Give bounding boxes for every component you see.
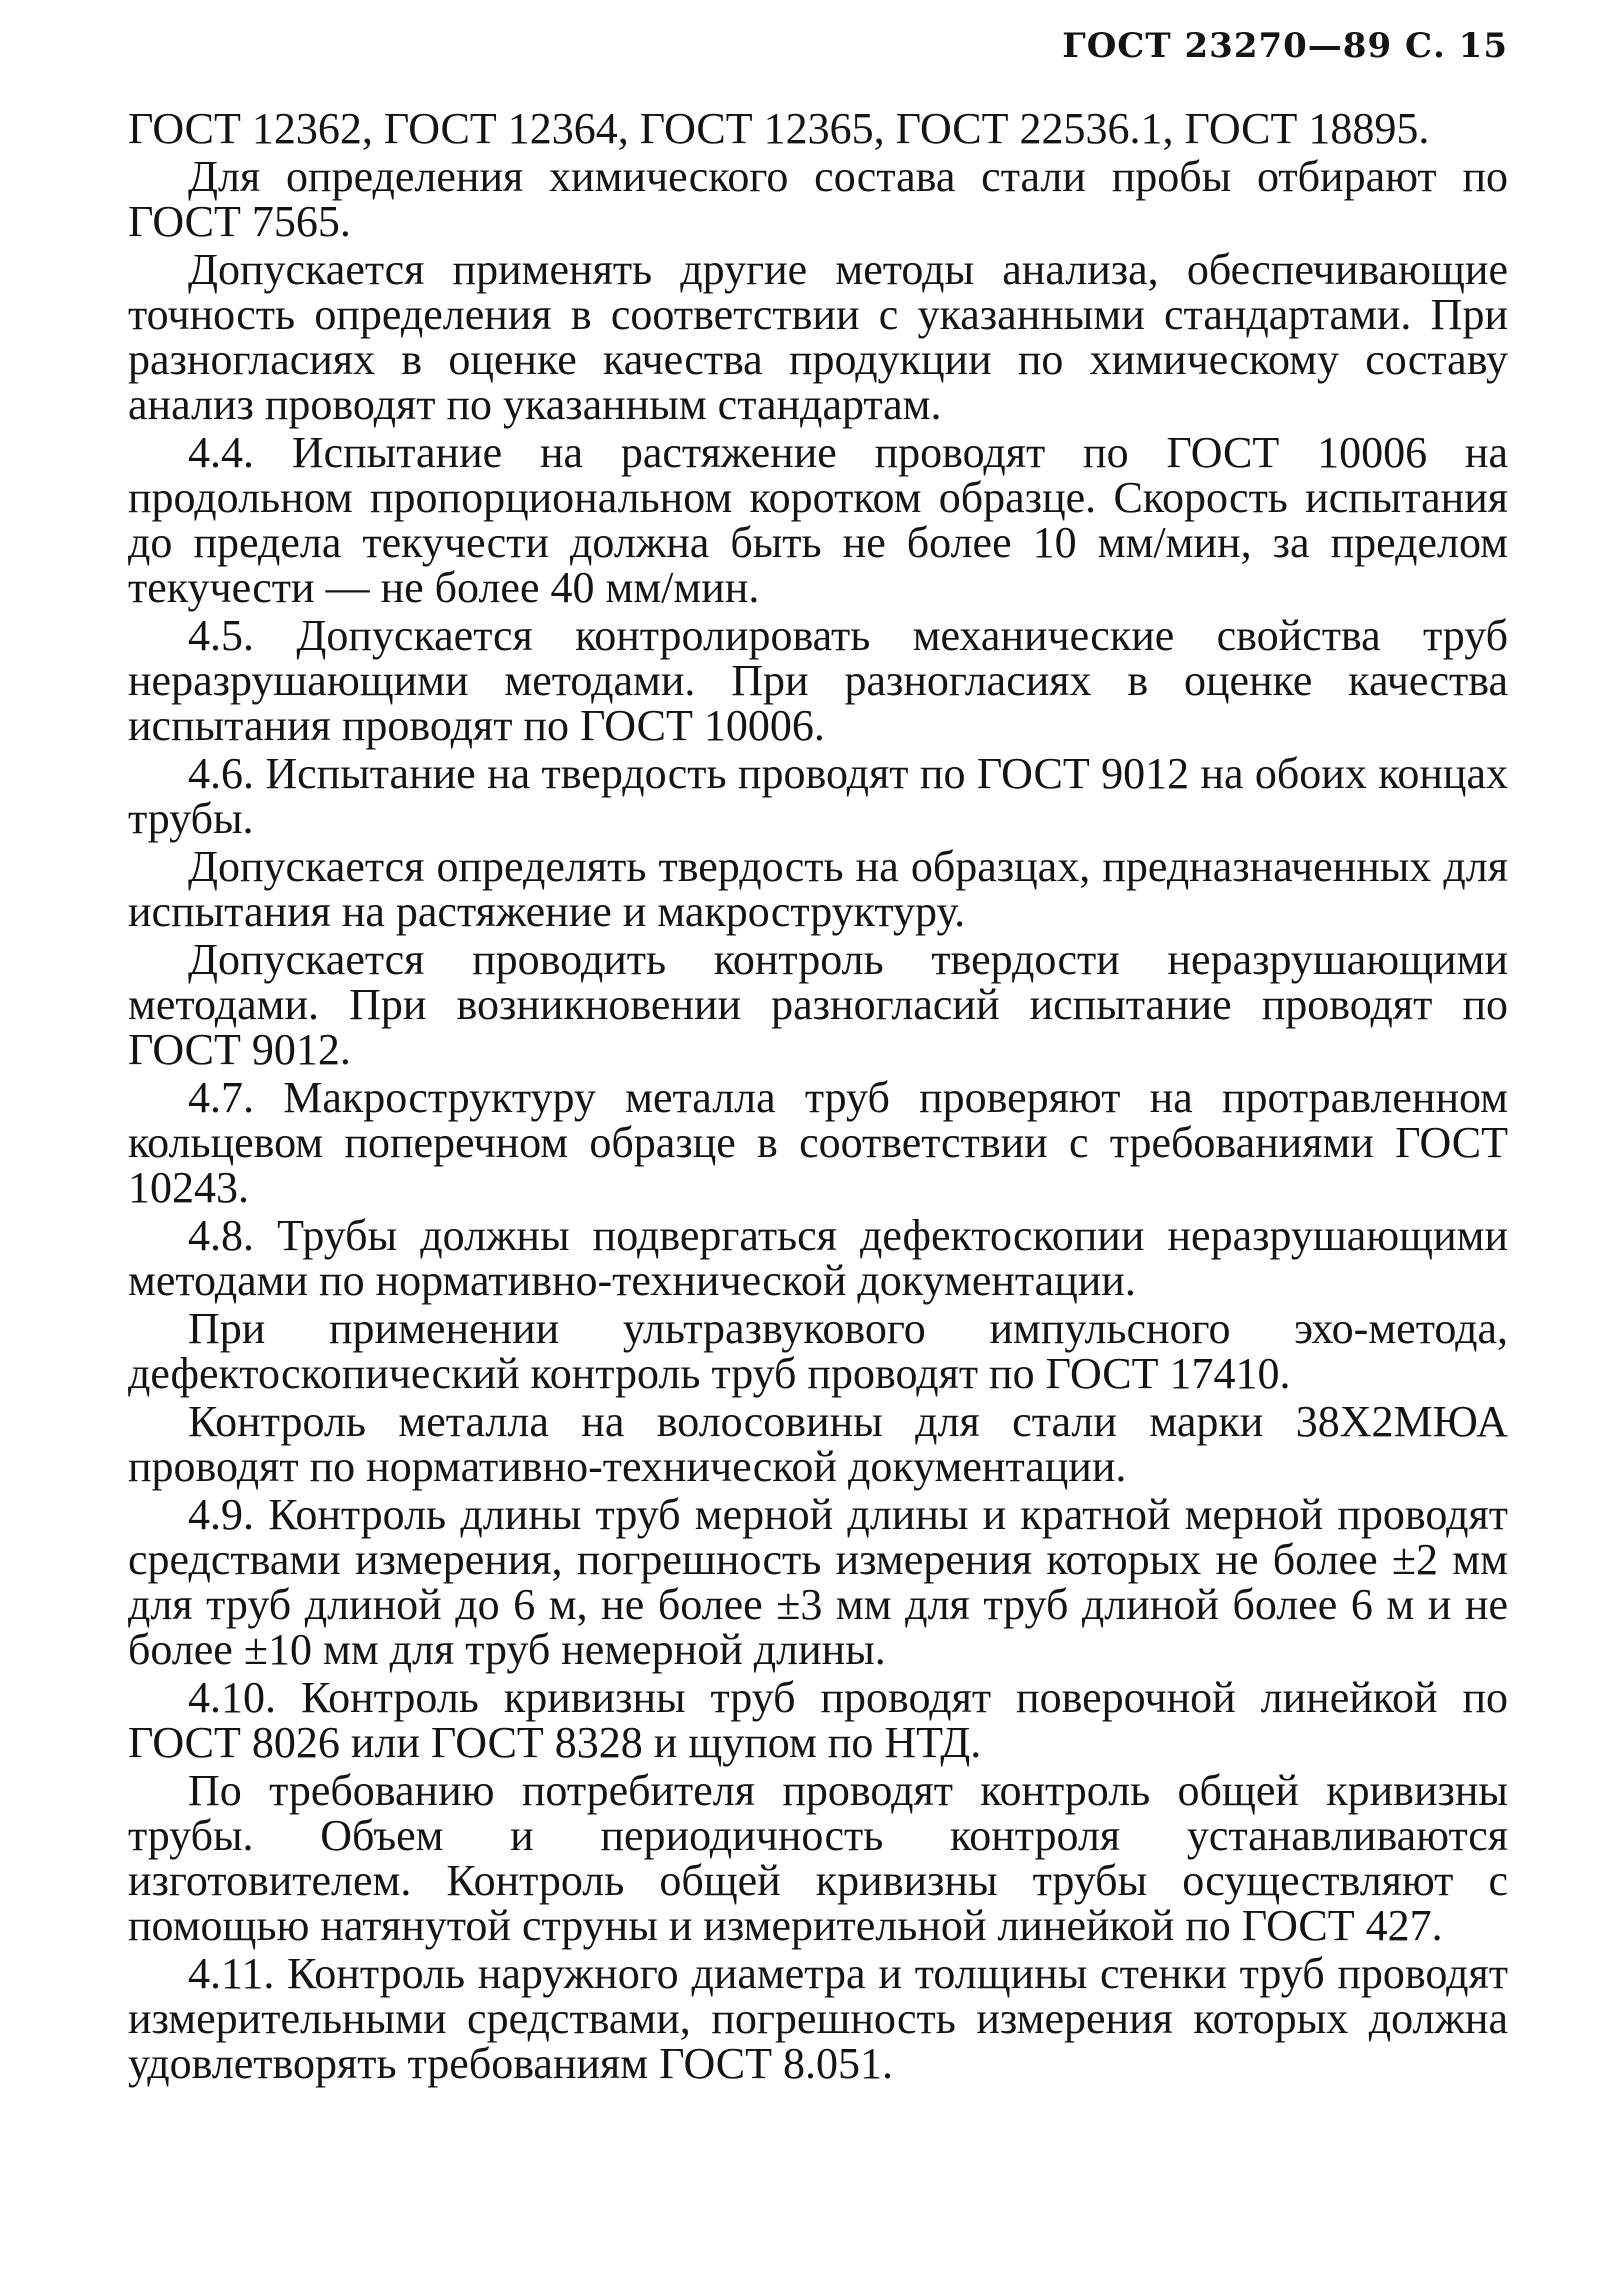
- running-header: ГОСТ 23270—89 С. 15: [1062, 26, 1508, 66]
- paragraph-ultrasonic: При применении ультразвукового импульсного эхо-метода, дефектоскопический контроль труб проводят по ГОСТ 17410.: [128, 1304, 1508, 1398]
- paragraph-other-methods: Допускается применять другие методы анализа, обеспечивающие точность определения в соответствии с указанными стандартами. При разногласиях в оценке качества продукции по химическому составу анализ проводят по указанным стандартам.: [128, 245, 1508, 429]
- paragraph-4-4-tensile-test: 4.4. Испытание на растяжение проводят по ГОСТ 10006 на продольном пропорциональном коротком образце. Скорость испытания до предела текучести должна быть не более 10 мм/мин, за пределом текучести — не более 40 мм/мин.: [128, 428, 1508, 612]
- paragraph-standards-list: ГОСТ 12362, ГОСТ 12364, ГОСТ 12365, ГОСТ 22536.1, ГОСТ 18895.: [128, 104, 1430, 153]
- paragraph-hardness-samples: Допускается определять твердость на образцах, предназначенных для испытания на растяжение и макроструктуру.: [128, 842, 1508, 936]
- paragraph-hairline-control: Контроль металла на волосовины для стали марки 38Х2МЮА проводят по нормативно-технической документации.: [128, 1397, 1508, 1491]
- paragraph-4-10-curvature: 4.10. Контроль кривизны труб проводят поверочной линейкой по ГОСТ 8026 или ГОСТ 8328 и щупом по НТД.: [128, 1673, 1508, 1767]
- document-body: [128, 106, 1508, 2089]
- paragraph-4-11-diameter-control: 4.11. Контроль наружного диаметра и толщины стенки труб проводят измерительными средствами, погрешность измерения которых должна удовлетворять требованиям ГОСТ 8.051.: [128, 1949, 1508, 2088]
- paragraph-4-9-length-control: 4.9. Контроль длины труб мерной длины и кратной мерной проводят средствами измерения, погрешность измерения которых не более ±2 мм для труб длиной до 6 м, не более ±3 мм для труб длиной более 6 м и не более ±10 мм для труб немерной длины.: [128, 1490, 1508, 1674]
- paragraph-4-7-macrostructure: 4.7. Макроструктуру металла труб проверяют на протравленном кольцевом поперечном образце в соответствии с требованиями ГОСТ 10243.: [128, 1073, 1508, 1212]
- paragraph-4-6-hardness-test: 4.6. Испытание на твердость проводят по ГОСТ 9012 на обоих концах трубы.: [128, 749, 1508, 843]
- paragraph-total-curvature: По требованию потребителя проводят контроль общей кривизны трубы. Объем и периодичность контроля устанавливаются изготовителем. Контроль общей кривизны трубы осуществляют с помощью натянутой струны и измерительной линейкой по ГОСТ 427.: [128, 1766, 1508, 1950]
- paragraph-4-5-mechanical-properties: 4.5. Допускается контролировать механические свойства труб неразрушающими методами. При разногласиях в оценке качества испытания проводят по ГОСТ 10006.: [128, 611, 1508, 750]
- paragraph-4-8-flaw-detection: 4.8. Трубы должны подвергаться дефектоскопии неразрушающими методами по нормативно-технической документации.: [128, 1211, 1508, 1305]
- paragraph-hardness-nondestructive: Допускается проводить контроль твердости неразрушающими методами. При возникновении разногласий испытание проводят по ГОСТ 9012.: [128, 935, 1508, 1074]
- paragraph-chemical-sampling: Для определения химического состава стали пробы отбирают по ГОСТ 7565.: [128, 152, 1508, 246]
